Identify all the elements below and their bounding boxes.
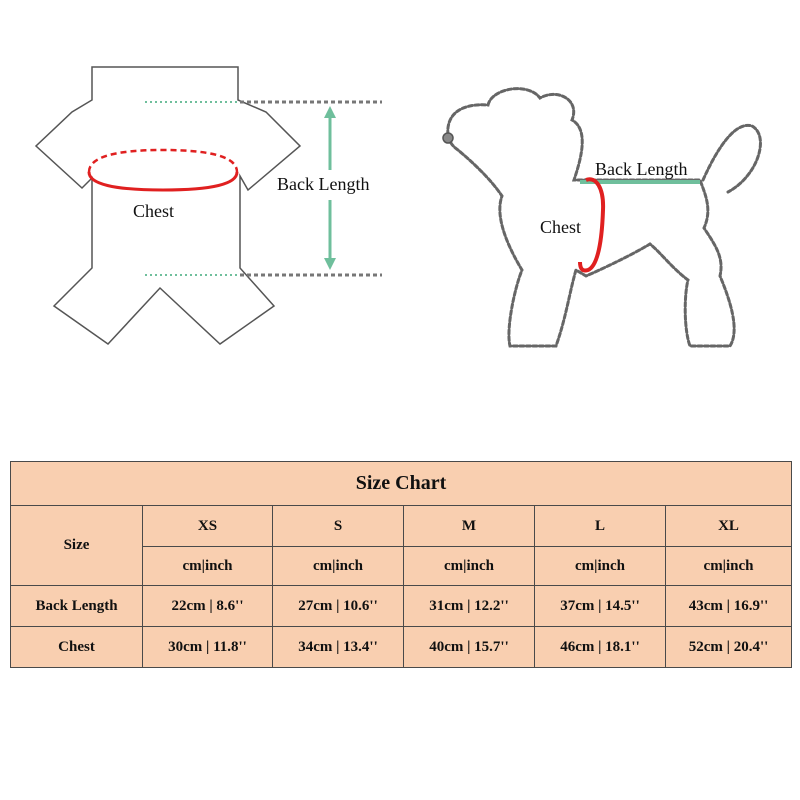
- unit-cell: cm|inch: [404, 547, 535, 586]
- row-label: Back Length: [11, 586, 143, 627]
- size-chart-table: [10, 461, 792, 668]
- garment-back-length-label: Back Length: [277, 174, 370, 194]
- size-l-header: L: [535, 506, 666, 547]
- size-chart-title: Size Chart: [11, 462, 792, 506]
- dog-chest-loop: [580, 179, 603, 270]
- unit-cell: cm|inch: [273, 547, 404, 586]
- value-cell: 37cm | 14.5'': [535, 586, 666, 627]
- size-m-header: M: [404, 506, 535, 547]
- table-row-chest: [11, 627, 792, 668]
- dog-back-length-label: Back Length: [595, 159, 688, 179]
- unit-cell: cm|inch: [535, 547, 666, 586]
- value-cell: 46cm | 18.1'': [535, 627, 666, 668]
- size-xl-header: XL: [666, 506, 792, 547]
- size-header-cell: Size: [11, 506, 143, 586]
- table-row-back-length: [11, 586, 792, 627]
- unit-cell: cm|inch: [143, 547, 273, 586]
- value-cell: 43cm | 16.9'': [666, 586, 792, 627]
- value-cell: 22cm | 8.6'': [143, 586, 273, 627]
- value-cell: 30cm | 11.8'': [143, 627, 273, 668]
- value-cell: 31cm | 12.2'': [404, 586, 535, 627]
- dog-chest-label: Chest: [540, 217, 582, 237]
- row-label: Chest: [11, 627, 143, 668]
- garment-chest-label: Chest: [133, 201, 175, 221]
- size-s-header: S: [273, 506, 404, 547]
- value-cell: 52cm | 20.4'': [666, 627, 792, 668]
- dog-nose-icon: [443, 133, 453, 143]
- unit-cell: cm|inch: [666, 547, 792, 586]
- value-cell: 40cm | 15.7'': [404, 627, 535, 668]
- value-cell: 34cm | 13.4'': [273, 627, 404, 668]
- value-cell: 27cm | 10.6'': [273, 586, 404, 627]
- size-xs-header: XS: [143, 506, 273, 547]
